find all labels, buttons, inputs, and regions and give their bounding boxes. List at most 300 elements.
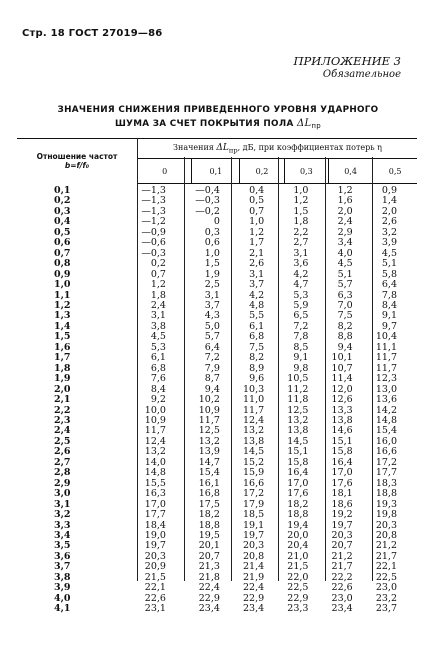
value-cell: 5,3 [293,289,309,301]
value-cell: 9,2 [150,394,166,406]
value-cell: —0,3 [141,247,166,259]
value-cell: 17,6 [287,488,309,500]
value-cell: 20,8 [375,529,397,541]
value-cell: 8,7 [204,373,220,385]
value-cell: 3,1 [204,289,220,301]
value-cell: —1,3 [141,185,166,196]
value-cell: 21,5 [287,561,309,573]
value-cell: 8,9 [249,362,265,374]
value-cell: 15,9 [243,467,265,479]
value-cell: 14,8 [375,414,397,426]
value-cell: 1,6 [337,195,353,207]
value-cell: 11,4 [331,373,353,385]
value-cell: 2,9 [337,226,353,238]
ratio-cell: 1,5 [53,331,71,343]
value-cell: 16,3 [144,488,166,500]
value-cell: 11,7 [243,404,265,416]
value-cell: —0,9 [141,226,166,238]
value-cell: 13,0 [375,383,397,395]
value-cell: 6,3 [337,289,353,301]
column-divider [137,138,138,581]
value-cell: 13,9 [198,446,220,458]
value-cell: 18,8 [287,509,309,521]
value-cell: 23,4 [243,603,265,615]
value-cell: 8,4 [381,299,397,311]
value-cell: 12,6 [331,394,353,406]
value-cell: 7,5 [337,310,353,322]
ratio-cell: 2,7 [53,456,71,468]
ratio-cell: 3,9 [53,582,71,594]
value-cell: 12,3 [375,373,397,385]
value-cell: —0,3 [195,195,220,207]
coefficient-header: 0,2 [240,159,284,184]
value-cell: 5,1 [337,268,353,280]
ratio-cell: 2,5 [53,435,71,447]
ratio-cell: 1,6 [53,341,71,353]
value-cell: 4,5 [150,331,166,343]
value-cell: 1,8 [150,289,166,301]
value-cell: 4,5 [381,247,397,259]
value-cell: 18,8 [375,488,397,500]
value-cell: 1,2 [150,279,166,291]
value-cell: 11,7 [375,362,397,374]
value-cell: 11,1 [375,341,397,353]
value-cell: 8,8 [337,331,353,343]
value-cell: 5,0 [204,320,220,332]
value-cell: 0 [213,216,220,228]
value-cell: 7,2 [204,352,220,364]
value-cell: 11,7 [198,414,220,426]
value-cell: 15,8 [287,456,309,468]
value-cell: 10,7 [331,362,353,374]
value-cell: 3,6 [293,258,309,270]
value-cell: 1,2 [293,195,309,207]
ratio-cell: 0,4 [53,216,71,228]
value-cell: 13,2 [144,446,166,458]
value-cell: 10,3 [243,383,265,395]
coefficient-header: 0 [138,159,192,184]
value-cell: 14,2 [375,404,397,416]
value-cell: 0,6 [204,237,220,249]
value-cell: 23,3 [287,603,309,615]
ratio-cell: 4,1 [53,603,71,615]
value-cell: 18,2 [287,498,309,510]
ratio-cell: 3,5 [53,540,71,552]
value-cell: 18,6 [331,498,353,510]
value-cell: 10,1 [331,352,353,364]
value-cell: 9,1 [381,310,397,322]
value-cell: 6,4 [381,279,397,291]
value-cell: 23,1 [144,603,166,615]
value-cell: 8,5 [293,341,309,353]
value-cell: 0,4 [249,185,265,196]
value-cell: 2,7 [293,237,309,249]
table-title-line2-text: ШУМА ЗА СЧЕТ ПОКРЫТИЯ ПОЛА [114,119,294,129]
value-cell: 18,8 [198,519,220,531]
value-cell: 3,9 [381,237,397,249]
value-cell: 20,1 [198,540,220,552]
value-cell: 22,5 [287,582,309,594]
value-cell: —0,2 [195,205,220,217]
value-cell: 23,4 [198,603,220,615]
value-cell: 3,8 [150,320,166,332]
value-cell: 5,5 [249,310,265,322]
value-cell: 20,3 [144,550,166,562]
value-cell: —0,6 [141,237,166,249]
column-divider [372,157,373,581]
value-cell: 20,7 [331,540,353,552]
ratio-cell: 1,4 [53,320,71,332]
value-cell: —1,3 [141,205,166,217]
table-title [40,104,396,133]
value-cell: —0,4 [195,185,220,196]
value-cell: 1,2 [337,185,353,196]
value-cell: 17,2 [375,456,397,468]
appendix-status: Обязательное [322,69,401,80]
value-cell: 15,1 [331,435,353,447]
value-cell: 13,8 [331,414,353,426]
value-cell: 22,1 [375,561,397,573]
column-divider [231,157,232,581]
value-cell: 8,4 [150,383,166,395]
value-cell: 1,0 [204,247,220,259]
value-cell: 2,6 [381,216,397,228]
value-cell: 19,5 [198,529,220,541]
table-title-symbol: ΔL [296,118,312,129]
value-cell: —1,2 [141,216,166,228]
value-cell: 1,4 [381,195,397,207]
value-cell: 7,8 [293,331,309,343]
value-cell: 22,1 [144,582,166,594]
ratio-cell: 1,2 [53,299,71,311]
value-cell: 16,6 [375,446,397,458]
value-cell: 13,3 [331,404,353,416]
value-cell: 19,0 [144,529,166,541]
value-cell: 15,5 [144,477,166,489]
value-cell: 6,4 [204,341,220,353]
ratio-cell: 3,2 [53,509,71,521]
value-cell: 1,5 [293,205,309,217]
value-cell: 14,6 [331,425,353,437]
value-cell: 3,7 [249,279,265,291]
table-row [17,395,417,405]
value-cell: 12,4 [144,435,166,447]
value-cell: 22,5 [375,571,397,583]
ratio-cell: 0,9 [53,268,71,280]
value-cell: 20,0 [287,529,309,541]
value-cell: 5,7 [204,331,220,343]
value-cell: 20,4 [287,540,309,552]
ratio-cell: 2,1 [53,394,71,406]
value-cell: 17,0 [331,467,353,479]
value-cell: 6,8 [150,362,166,374]
table-row [17,510,417,520]
value-cell: 4,0 [337,247,353,259]
value-cell: 17,0 [287,477,309,489]
value-cell: 13,6 [375,394,397,406]
value-cell: 4,3 [204,310,220,322]
value-cell: 17,5 [198,498,220,510]
ratio-cell: 2,0 [53,383,71,395]
value-cell: 12,5 [287,404,309,416]
value-cell: 14,7 [198,456,220,468]
page-header: Стр. 18 ГОСТ 27019—86 [22,28,163,39]
value-cell: 1,7 [249,237,265,249]
value-cell: 16,1 [198,477,220,489]
ratio-cell: 2,9 [53,477,71,489]
table-title-line2 [40,117,396,133]
value-cell: 20,3 [375,519,397,531]
value-cell: 17,0 [144,498,166,510]
value-cell: 19,7 [331,519,353,531]
value-cell: 5,7 [337,279,353,291]
ratio-cell: 0,5 [53,226,71,238]
coefficient-header: 0,4 [328,159,372,184]
value-cell: 3,1 [249,268,265,280]
value-cell: 13,2 [198,435,220,447]
value-cell: 0,3 [204,226,220,238]
ratio-cell: 3,3 [53,519,71,531]
value-cell: 22,9 [243,592,265,604]
value-cell: 10,4 [375,331,397,343]
value-cell: 9,6 [249,373,265,385]
value-cell: 11,7 [375,352,397,364]
value-cell: 7,6 [150,373,166,385]
value-cell: 16,0 [375,435,397,447]
value-cell: 21,3 [198,561,220,573]
value-cell: 9,4 [337,341,353,353]
value-cell: 20,8 [243,550,265,562]
value-cell: 21,0 [287,550,309,562]
ratio-cell: 0,2 [53,195,71,207]
value-cell: 20,3 [243,540,265,552]
values-table [17,138,417,615]
value-cell: 11,7 [144,425,166,437]
value-cell: 1,0 [249,216,265,228]
value-cell: 23,7 [375,603,397,615]
value-cell: 6,1 [150,352,166,364]
value-cell: 2,4 [337,216,353,228]
value-cell: 20,7 [198,550,220,562]
value-cell: 11,0 [243,394,265,406]
value-cell: 18,4 [144,519,166,531]
value-cell: 18,1 [331,488,353,500]
value-cell: 2,1 [249,247,265,259]
value-cell: 22,4 [243,582,265,594]
value-cell: 5,3 [150,341,166,353]
value-cell: 7,0 [337,299,353,311]
value-cell: 0,7 [249,205,265,217]
ratio-cell: 1,7 [53,352,71,364]
value-cell: 19,8 [375,509,397,521]
value-cell: 4,7 [293,279,309,291]
value-cell: 17,9 [243,498,265,510]
value-cell: 9,7 [381,320,397,332]
value-cell: 8,2 [249,352,265,364]
value-cell: 16,4 [287,467,309,479]
value-cell: 21,5 [144,571,166,583]
value-cell: 2,2 [293,226,309,238]
value-cell: 7,2 [293,320,309,332]
ratio-cell: 2,3 [53,414,71,426]
value-cell: 15,4 [198,467,220,479]
value-cell: 13,2 [243,425,265,437]
value-cell: 14,5 [243,446,265,458]
value-cell: 0,9 [381,185,397,196]
value-cell: 11,8 [287,394,309,406]
value-cell: 7,8 [381,289,397,301]
value-cell: 15,1 [287,446,309,458]
value-cell: 10,0 [144,404,166,416]
ratio-cell: 2,6 [53,446,71,458]
value-cell: 17,7 [144,509,166,521]
value-cell: 13,8 [287,425,309,437]
value-cell: 19,7 [144,540,166,552]
ratio-cell: 3,4 [53,529,71,541]
value-cell: 23,4 [331,603,353,615]
value-cell: 22,9 [198,592,220,604]
coefficient-header: 0,5 [373,159,417,184]
ratio-cell: 3,7 [53,561,71,573]
value-cell: 3,1 [293,247,309,259]
coefficients-band-header [138,139,418,159]
value-cell: 0,7 [150,268,166,280]
value-cell: 9,1 [293,352,309,364]
value-cell: 1,2 [249,226,265,238]
ratio-cell: 2,2 [53,404,71,416]
value-cell: 16,4 [331,456,353,468]
value-cell: 14,5 [287,435,309,447]
value-cell: 2,4 [150,299,166,311]
value-cell: 6,1 [249,320,265,332]
ratio-cell: 3,1 [53,498,71,510]
value-cell: 22,0 [287,571,309,583]
ratio-cell: 0,1 [53,184,71,196]
ratio-cell: 0,7 [53,247,71,259]
value-cell: 19,4 [287,519,309,531]
value-cell: 21,2 [375,540,397,552]
value-cell: 1,8 [293,216,309,228]
ratio-cell: 1,0 [53,279,71,291]
ratio-cell: 1,9 [53,373,71,385]
band-suffix: , дБ, при коэффициентах потерь η [237,142,382,152]
ratio-cell: 3,0 [53,488,71,500]
value-cell: 6,5 [293,310,309,322]
value-cell: 23,0 [375,582,397,594]
value-cell: 15,4 [375,425,397,437]
value-cell: 20,3 [331,529,353,541]
table-title-subscript: пр [311,122,322,130]
value-cell: 3,1 [150,310,166,322]
ratio-cell: 4,0 [53,592,71,604]
ratio-cell: 0,3 [53,205,71,217]
table-row [17,280,417,290]
value-cell: 13,8 [243,435,265,447]
band-symbol: ΔL [216,142,229,153]
ratio-header-line1: Отношение частот [36,152,118,162]
value-cell: 7,9 [204,362,220,374]
ratio-cell: 2,4 [53,425,71,437]
value-cell: 21,9 [243,571,265,583]
value-cell: 4,2 [249,289,265,301]
value-cell: 3,2 [381,226,397,238]
value-cell: 13,2 [287,414,309,426]
value-cell: 10,2 [198,394,220,406]
coefficient-header: 0,1 [192,159,240,184]
value-cell: 5,8 [381,268,397,280]
value-cell: 2,0 [337,205,353,217]
value-cell: 22,6 [331,582,353,594]
value-cell: 21,7 [375,550,397,562]
value-cell: 14,8 [144,467,166,479]
ratio-cell: 1,3 [53,310,71,322]
value-cell: 11,2 [287,383,309,395]
value-cell: 1,0 [293,185,309,196]
value-cell: 21,2 [331,550,353,562]
value-cell: 2,0 [381,205,397,217]
value-cell: 10,9 [198,404,220,416]
value-cell: 22,4 [198,582,220,594]
value-cell: 15,8 [331,446,353,458]
value-cell: 3,7 [204,299,220,311]
ratio-header-line2: b=f/f₀ [64,161,90,171]
value-cell: 17,2 [243,488,265,500]
value-cell: 18,2 [198,509,220,521]
value-cell: 16,8 [198,488,220,500]
value-cell: 19,7 [243,529,265,541]
value-cell: 0,2 [150,258,166,270]
ratio-cell: 0,6 [53,237,71,249]
value-cell: 8,2 [337,320,353,332]
band-subscript: пр [228,146,238,155]
value-cell: 5,1 [381,258,397,270]
value-cell: 19,3 [375,498,397,510]
value-cell: 21,8 [198,571,220,583]
appendix-block [293,55,401,81]
value-cell: 22,9 [287,592,309,604]
value-cell: 15,2 [243,456,265,468]
value-cell: 21,4 [243,561,265,573]
ratio-cell: 2,8 [53,467,71,479]
value-cell: 19,1 [243,519,265,531]
appendix-label: ПРИЛОЖЕНИЕ 3 [293,54,401,68]
value-cell: 21,7 [331,561,353,573]
value-cell: 18,3 [375,477,397,489]
ratio-cell: 3,6 [53,550,71,562]
value-cell: 23,2 [375,592,397,604]
value-cell: 12,5 [198,425,220,437]
value-cell: 0,5 [249,195,265,207]
value-cell: 9,8 [293,362,309,374]
value-cell: 2,6 [249,258,265,270]
value-cell: 12,4 [243,414,265,426]
value-cell: 9,4 [204,383,220,395]
value-cell: 2,5 [204,279,220,291]
value-cell: 5,9 [293,299,309,311]
value-cell: 19,2 [331,509,353,521]
ratio-cell: 0,8 [53,258,71,270]
value-cell: 10,5 [287,373,309,385]
column-divider [325,157,326,581]
value-cell: 17,6 [331,477,353,489]
value-cell: 4,8 [249,299,265,311]
column-divider [278,157,279,581]
value-cell: 16,6 [243,477,265,489]
value-cell: —1,3 [141,195,166,207]
value-cell: 14,0 [144,456,166,468]
value-cell: 3,4 [337,237,353,249]
band-prefix: Значения [173,142,214,152]
